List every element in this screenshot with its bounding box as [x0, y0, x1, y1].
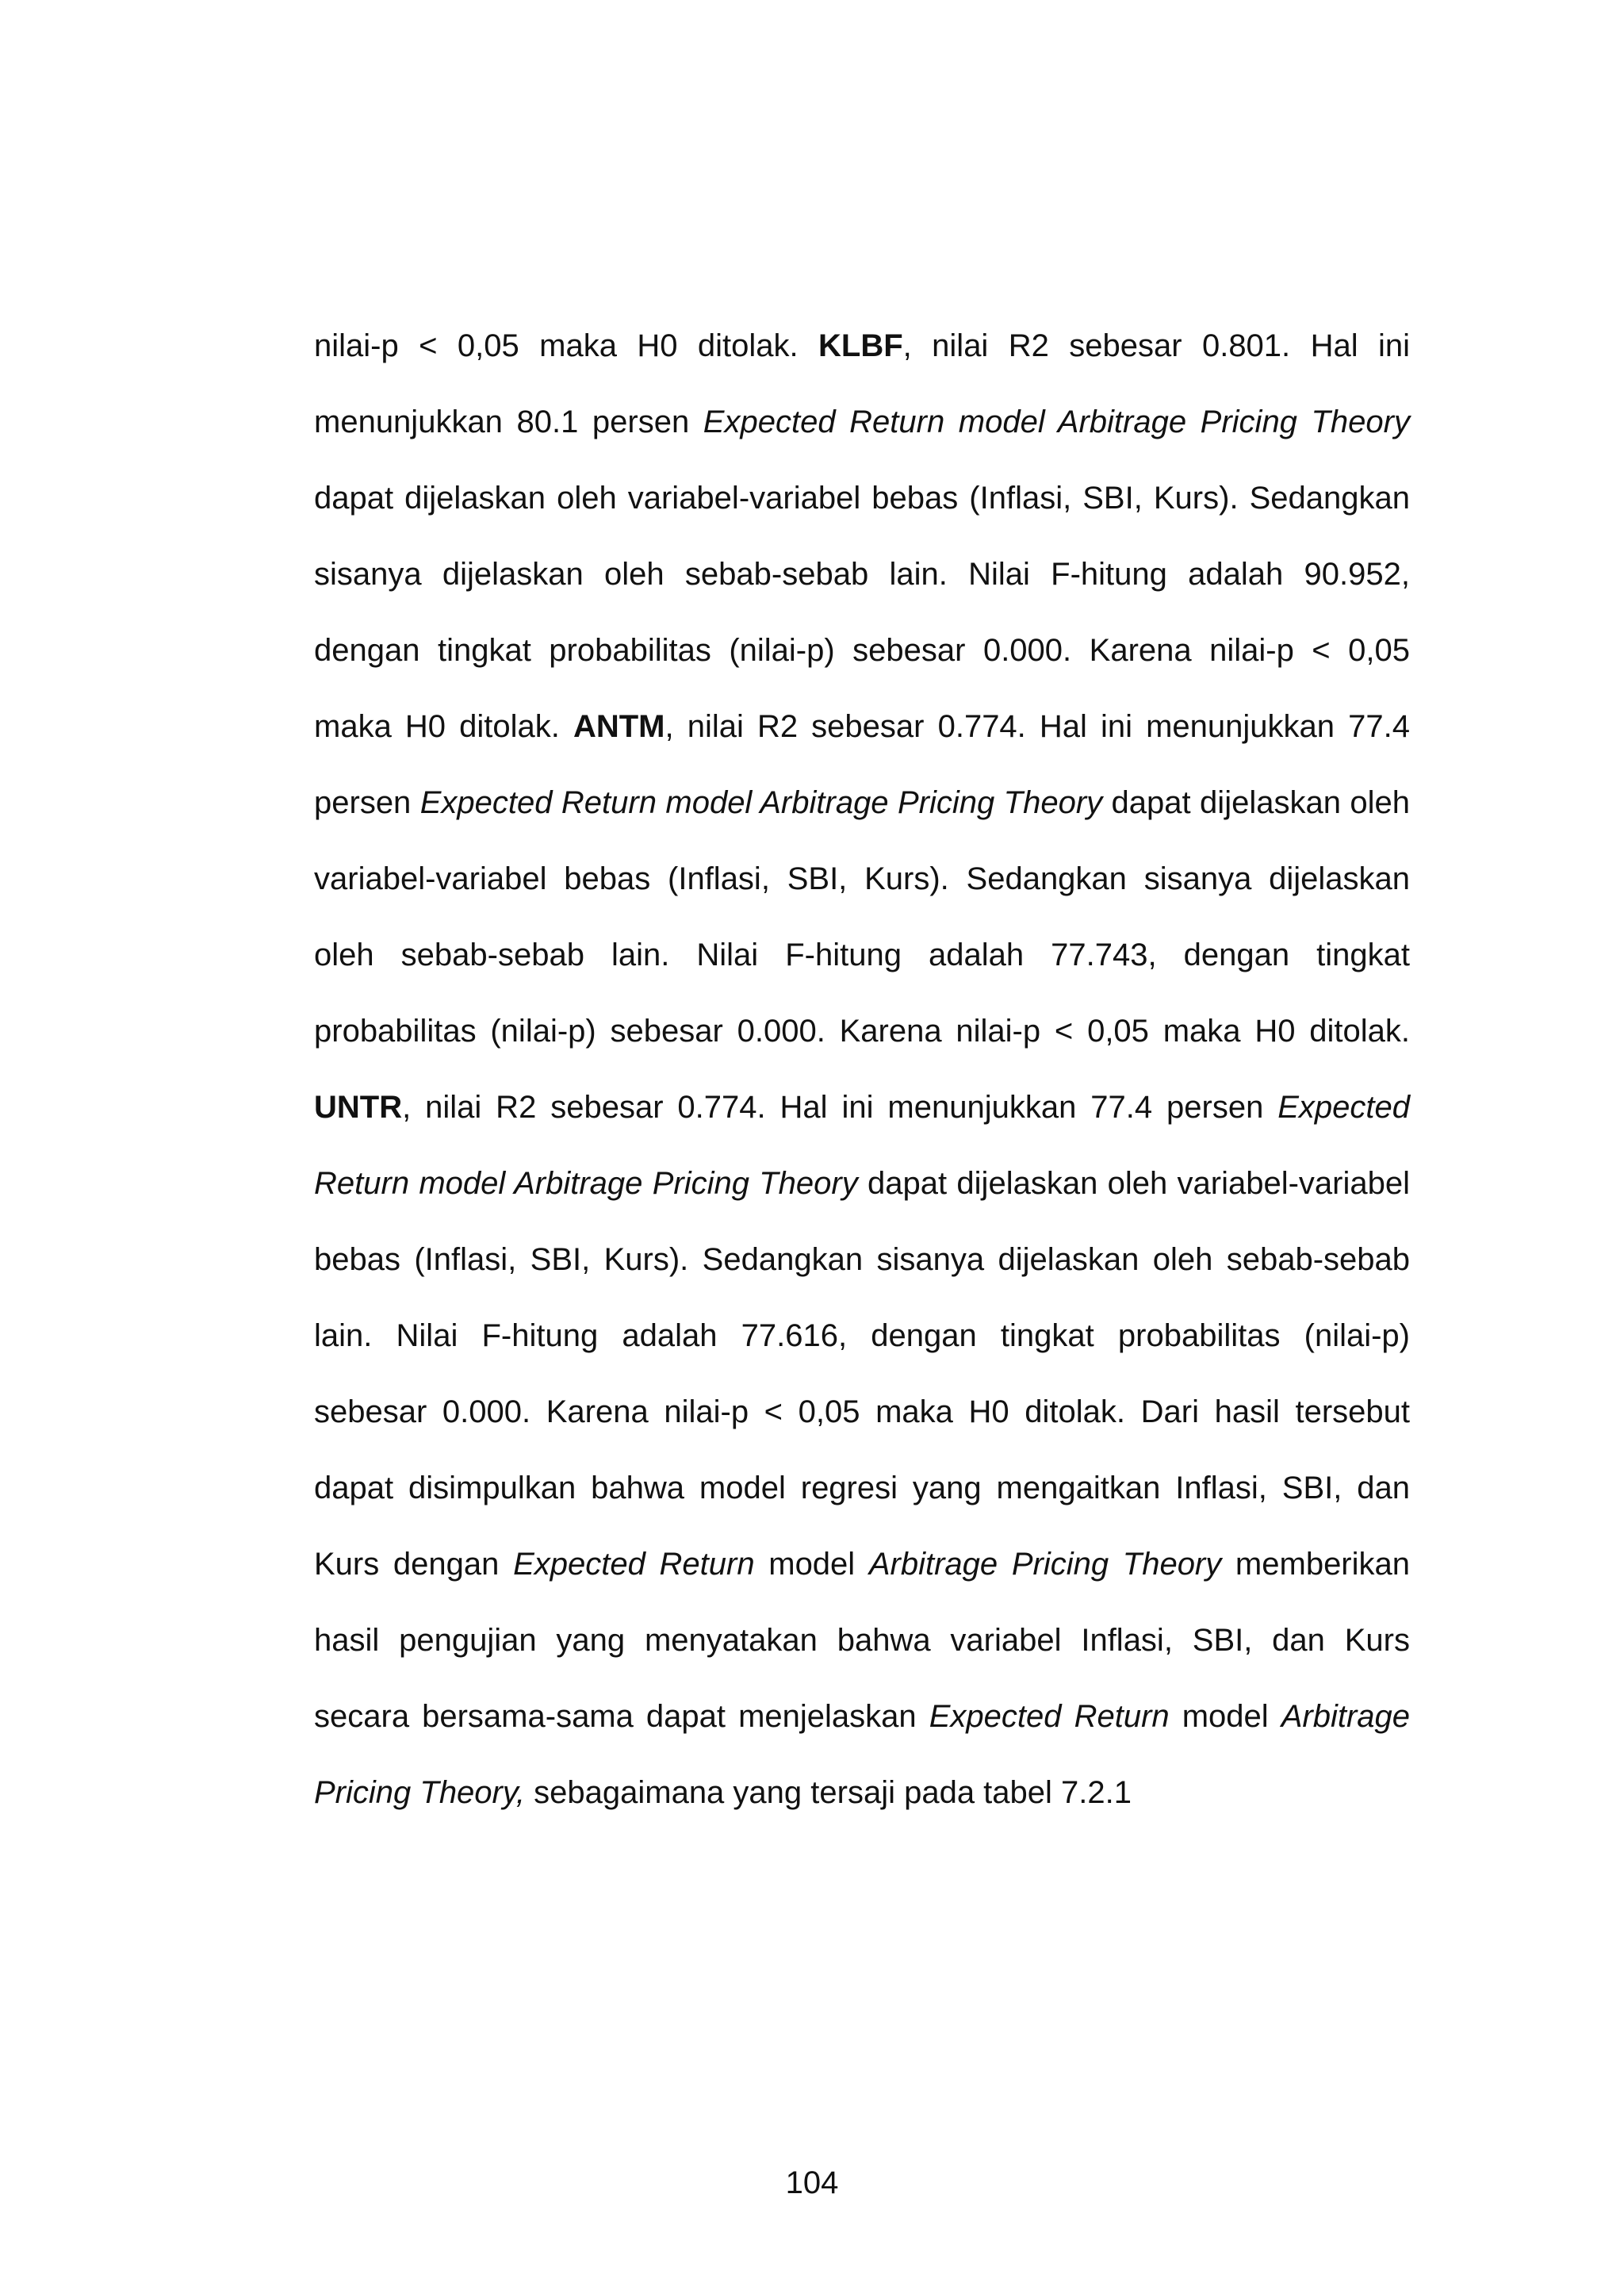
text-segment: memberikan hasil pengujian yang menyatakan bahwa variabel Inflasi, SBI, dan Kurs secara bersama-sama dapat menjelaskan — [314, 1547, 1411, 1734]
body-paragraph — [314, 308, 1410, 1831]
text-segment: , nilai R2 sebesar 0.774. Hal ini menunjukkan 77.4 persen — [314, 709, 1410, 820]
page-number: 104 — [785, 2165, 839, 2200]
italic-term: Expected Return — [929, 1699, 1170, 1734]
company-code-untr: UNTR — [314, 1090, 403, 1125]
text-segment: dapat dijelaskan oleh variabel-variabel bebas (Inflasi, SBI, Kurs). Sedangkan sisanya dijelaskan oleh sebab-sebab lain. Nilai F-hitung adalah 90.952, dengan tingkat probabilitas (nilai-p) sebesar 0.000. Karena nilai-p < 0,05 maka H0 ditolak. — [314, 481, 1410, 744]
text-segment: dapat dijelaskan oleh variabel-variabel bebas (Inflasi, SBI, Kurs). Sedangkan sisanya dijelaskan oleh sebab-sebab lain. Nilai F-hitung adalah 77.616, dengan tingkat probabilitas (nilai-p) sebesar 0.000. Karena nilai-p < 0,05 maka H0 ditolak. Dari hasil tersebut dapat disimpulkan bahwa model regresi yang mengaitkan Inflasi, SBI, dan Kurs dengan — [314, 1166, 1410, 1582]
text-segment: , nilai R2 sebesar 0.801. Hal ini menunjukkan 80.1 persen — [314, 328, 1410, 439]
text-segment: nilai-p < 0,05 maka H0 ditolak. — [314, 328, 819, 363]
italic-term: Expected Return model Arbitrage Pricing Theory — [314, 1090, 1410, 1201]
text-segment: model — [754, 1547, 869, 1582]
text-segment: model — [1169, 1699, 1281, 1734]
company-code-antm: ANTM — [573, 709, 665, 744]
italic-term: Expected Return model Arbitrage Pricing Theory — [419, 785, 1103, 820]
italic-term: Expected Return model Arbitrage Pricing Theory — [703, 405, 1410, 439]
text-segment: sebagaimana yang tersaji pada tabel 7.2.1 — [525, 1775, 1132, 1810]
text-segment: , nilai R2 sebesar 0.774. Hal ini menunjukkan 77.4 persen — [402, 1090, 1278, 1125]
text-segment: dapat dijelaskan oleh variabel-variabel bebas (Inflasi, SBI, Kurs). Sedangkan sisanya dijelaskan oleh sebab-sebab lain. Nilai F-hitung adalah 77.743, dengan tingkat probabilitas (nilai-p) sebesar 0.000. Karena nilai-p < 0,05 maka H0 ditolak. — [314, 785, 1410, 1049]
italic-term: Expected Return — [513, 1547, 755, 1582]
company-code-klbf: KLBF — [818, 328, 903, 363]
italic-term: Arbitrage Pricing Theory — [868, 1547, 1222, 1582]
italic-term: Arbitrage Pricing Theory, — [314, 1699, 1411, 1810]
